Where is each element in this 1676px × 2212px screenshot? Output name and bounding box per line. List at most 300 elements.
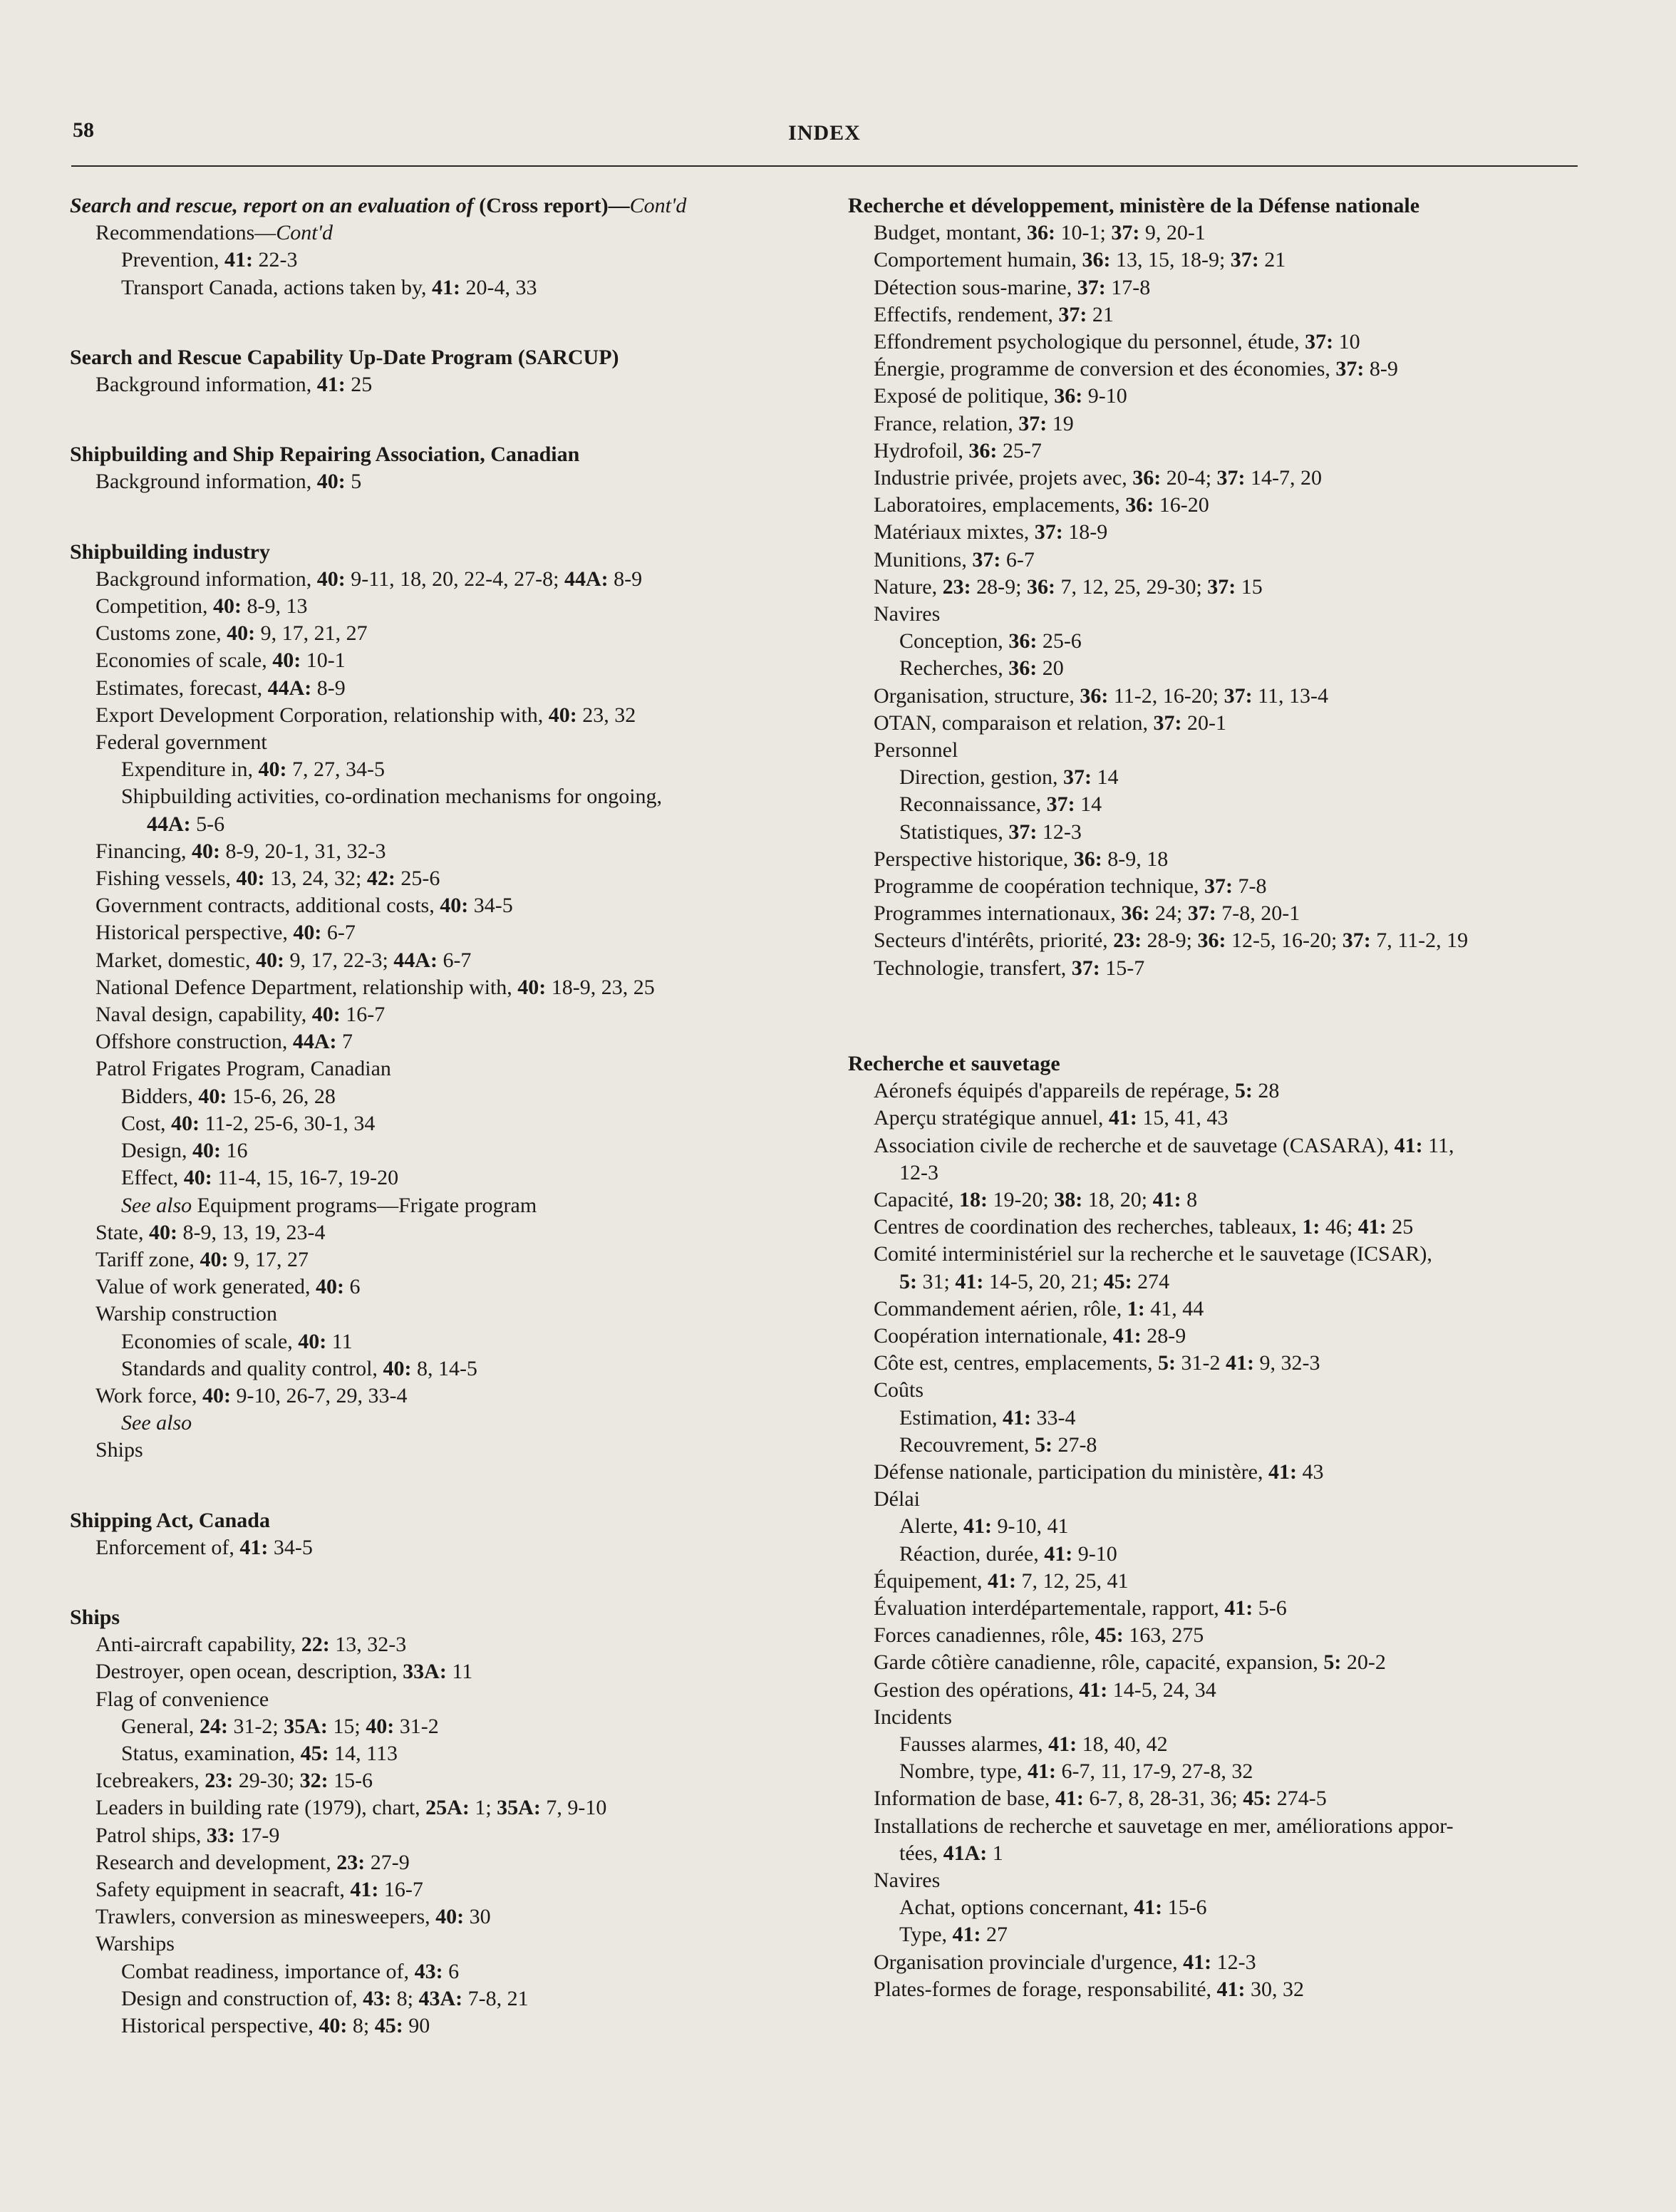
index-subsubentry [70,1192,811,1219]
index-subsubentry [70,1164,811,1192]
entry-text: Historical perspective, [95,921,294,945]
entry-text: 20-4, 33 [460,275,537,299]
index-subsubentry [70,1740,811,1767]
running-head: INDEX [788,121,861,145]
entry-text: 36: [1197,929,1226,953]
entry-text: Market, domestic, [95,948,256,972]
entry-text: 37: [1153,710,1182,735]
entry-text: 36: [1026,574,1055,599]
entry-text: Association civile de recherche et de sauvetage (CASARA), [874,1133,1395,1157]
entry-text: 37: [1342,929,1371,953]
entry-text: Gestion des opérations, [874,1678,1080,1702]
entry-text: 27-9 [365,1850,410,1874]
entry-text: 36: [1026,221,1055,245]
entry-text: 40: [200,1247,229,1271]
index-subsubentry [848,1405,1589,1432]
index-subentry [70,468,811,495]
entry-text: 5-6 [190,812,225,836]
index-column-left [70,192,811,2040]
index-subsubentry [70,274,811,301]
index-subentry [848,574,1589,601]
index-subentry [848,1813,1589,1840]
entry-text: 29-30; [233,1769,300,1793]
entry-text: 1: [1127,1296,1145,1321]
entry-text: 43 [1296,1459,1324,1484]
entry-text: 6-7 [1000,547,1035,572]
entry-text: Warships [95,1932,175,1956]
index-subentry [848,219,1589,247]
entry-text: 9-10 [1082,384,1127,408]
entry-text: Safety equipment in seacraft, [95,1877,351,1901]
entry-text: 9, 20-1 [1139,221,1206,245]
entry-text: Évaluation interdépartementale, rapport, [874,1596,1225,1620]
index-subsubentry [848,1758,1589,1785]
index-heading [848,192,1589,219]
index-subentry [848,1105,1589,1132]
entry-text: Achat, options concernant, [899,1896,1134,1920]
entry-text: 41: [963,1514,992,1539]
entry-text: 7-8, 20-1 [1216,901,1300,926]
entry-text: Recherche et sauvetage [848,1051,1060,1075]
entry-text: 8-9, 13, 19, 23-4 [177,1220,326,1244]
entry-text: 6 [443,1959,460,1983]
entry-text: 37: [1034,520,1063,544]
entry-text: Hydrofoil, [874,438,969,462]
entry-text: Offshore construction, [95,1030,293,1054]
entry-text: Recommendations— [95,221,276,245]
entry-text: Technologie, transfert, [874,956,1072,980]
entry-text: Défense nationale, participation du ministère, [874,1459,1268,1484]
entry-text: 90 [403,2013,430,2037]
index-continuation [848,1840,1589,1867]
entry-text: 40: [198,1084,227,1108]
entry-text: 1 [987,1841,1003,1865]
index-heading [70,1507,811,1534]
entry-text: 37: [1305,330,1334,354]
index-subsubentry [70,1355,811,1382]
index-subentry [848,601,1589,628]
entry-text: 44A: [564,567,609,591]
entry-text: 23, 32 [576,703,636,727]
index-subentry [70,566,811,593]
entry-text: 40: [171,1111,200,1135]
entry-text: 41: [1048,1732,1077,1756]
entry-text: 22-3 [252,248,298,272]
index-subentry [70,1822,811,1849]
entry-text: See also [121,1411,192,1435]
entry-text: 6-7 [321,921,356,945]
entry-text: 25-7 [997,438,1042,462]
entry-text: 41: [1152,1187,1181,1211]
index-subentry [848,1350,1589,1377]
index-subsubentry [70,1083,811,1110]
entry-text: 7, 12, 25, 41 [1015,1568,1129,1593]
index-subentry [848,1949,1589,1976]
index-subentry [70,1273,811,1301]
entry-text: 23: [336,1850,366,1874]
entry-text: 9-10 [1072,1541,1117,1566]
entry-text: Côte est, centres, emplacements, [874,1351,1159,1375]
entry-text: Coûts [874,1378,924,1402]
index-subentry [848,301,1589,329]
entry-text: 7, 11-2, 19 [1370,929,1469,953]
entry-text: 25 [1386,1215,1414,1239]
index-subentry [70,702,811,729]
entry-text: 36: [1082,248,1111,272]
entry-text: 37: [1204,874,1233,899]
entry-text: 33: [206,1823,235,1847]
index-subentry [848,927,1589,954]
index-subentry [70,729,811,756]
index-subsubentry [70,756,811,783]
entry-text: 33-4 [1031,1405,1076,1430]
index-subentry [70,1903,811,1931]
entry-text: 15-6 [328,1769,373,1793]
entry-text: 28 [1252,1079,1280,1103]
entry-text: 28-9; [1142,929,1198,953]
entry-text: Standards and quality control, [121,1356,383,1380]
entry-text: Trawlers, conversion as minesweepers, [95,1905,436,1929]
entry-text: 8-9, 18 [1102,847,1169,871]
entry-text: 17-8 [1105,275,1151,299]
index-subentry [848,1077,1589,1105]
index-subentry [70,947,811,974]
entry-text: Incidents [874,1705,952,1729]
entry-text: 44A: [267,676,312,700]
entry-text: 25A: [425,1796,470,1820]
entry-text: Statistiques, [899,820,1009,844]
entry-text: 41: [1394,1133,1423,1157]
index-heading [70,344,811,371]
entry-text: Background information, [95,373,317,397]
entry-text: 8, 14-5 [411,1356,477,1380]
entry-text: 41: [1108,1106,1137,1130]
entry-text: 34-5 [468,894,513,918]
entry-text: 9-10, 41 [991,1514,1069,1539]
entry-text: 11, [1422,1133,1454,1157]
entry-text: Naval design, capability, [95,1003,312,1027]
entry-text: (Cross report)— [479,194,630,217]
index-subentry [70,371,811,398]
entry-text: 40: [517,975,547,999]
entry-text: 8-9 [1364,357,1398,381]
index-subentry [70,620,811,647]
entry-text: 24: [199,1714,228,1738]
index-continuation [848,1159,1589,1187]
entry-text: 9, 32-3 [1254,1351,1320,1375]
entry-text: 23: [205,1769,234,1793]
entry-text: 14-5, 24, 34 [1107,1678,1216,1702]
entry-text: 40: [227,621,256,646]
entry-text: 36: [1073,847,1102,871]
entry-text: Estimation, [899,1405,1003,1430]
entry-text: Customs zone, [95,621,227,646]
entry-text: 41: [350,1877,379,1901]
entry-text: 40: [236,867,265,891]
entry-text: 27-8 [1052,1432,1097,1457]
entry-text: 40: [316,470,346,494]
entry-text: 28-9; [971,574,1027,599]
index-subentry [70,675,811,702]
entry-text: 11, 13-4 [1252,683,1328,708]
index-subentry [70,1534,811,1561]
index-subentry [848,1486,1589,1513]
entry-text: Organisation, structure, [874,683,1080,708]
entry-text: 37: [1077,275,1106,299]
index-subentry [70,593,811,620]
entry-text: General, [121,1714,200,1738]
entry-text: 46; [1320,1215,1358,1239]
entry-text: 44A: [393,948,438,972]
entry-text: Cost, [121,1111,172,1135]
entry-text: 33A: [403,1660,447,1684]
entry-text: Fishing vessels, [95,867,237,891]
entry-text: 41: [1003,1405,1031,1430]
entry-text: 41: [1268,1459,1297,1484]
entry-text: Search and rescue, report on an evaluation of [70,194,480,217]
entry-text: Installations de recherche et sauvetage en mer, améliorations appor- [874,1814,1454,1838]
index-subsubentry [848,1921,1589,1948]
entry-text: Fausses alarmes, [899,1732,1049,1756]
entry-text: Plates-formes de forage, responsabilité, [874,1977,1217,2001]
index-subsubentry [848,764,1589,791]
entry-text: 36: [1008,629,1038,653]
entry-text: State, [95,1220,149,1244]
entry-text: Programmes internationaux, [874,901,1122,926]
entry-text: 27 [981,1923,1008,1947]
entry-text: 37: [1008,820,1038,844]
entry-text: 5: [1034,1432,1052,1457]
entry-text: 13, 32-3 [329,1633,407,1657]
index-subentry [848,438,1589,465]
index-subsubentry [70,2012,811,2040]
entry-text: 40: [202,1383,232,1407]
entry-text: Shipbuilding activities, co-ordination mechanisms for ongoing, [121,785,663,809]
entry-text: 40: [548,703,577,727]
entry-text: 40: [383,1356,412,1380]
entry-text: 13, 24, 32; [264,867,367,891]
entry-text: Programme de coopération technique, [874,874,1205,899]
entry-text: See also [121,1193,192,1217]
entry-text: Centres de coordination des recherches, tableaux, [874,1215,1303,1239]
entry-text: 36: [1125,493,1154,517]
entry-text: 42: [366,867,395,891]
entry-text: 10 [1333,330,1360,354]
entry-text: 18-9, 23, 25 [546,975,655,999]
entry-text: Warship construction [95,1302,278,1326]
index-subentry [70,1028,811,1055]
index-subentry [848,1976,1589,2003]
entry-text: 37: [1111,221,1140,245]
entry-text: Alerte, [899,1514,963,1539]
index-subentry [70,1876,811,1903]
index-subentry [848,465,1589,492]
entry-text: 9, 17, 27 [228,1247,309,1271]
entry-text: 45: [1103,1269,1132,1293]
index-continuation [70,811,811,838]
entry-text: Cont'd [629,194,687,217]
entry-text: Expenditure in, [121,758,259,782]
entry-text: 7 [336,1030,353,1054]
entry-text: 9-10, 26-7, 29, 33-4 [231,1383,408,1407]
entry-text: 14 [1075,792,1102,817]
entry-text: 18: [958,1187,988,1211]
entry-text: 41A: [943,1841,988,1865]
entry-text: 9-11, 18, 20, 22-4, 27-8; [345,567,564,591]
entry-text: 37: [1335,357,1365,381]
entry-text: Export Development Corporation, relationship with, [95,703,549,727]
index-subsubentry [848,628,1589,655]
index-subentry [848,1785,1589,1812]
entry-text: 274 [1132,1269,1170,1293]
entry-text: Status, examination, [121,1741,301,1765]
index-subentry [848,1241,1589,1268]
index-subsubentry [848,1894,1589,1921]
entry-text: Direction, gestion, [899,765,1063,790]
entry-text: 8-9, 20-1, 31, 32-3 [220,839,386,863]
entry-text: 45: [374,2013,403,2037]
entry-text: 43: [414,1959,443,1983]
entry-text: Leaders in building rate (1979), chart, [95,1796,426,1820]
entry-text: OTAN, comparaison et relation, [874,710,1154,735]
entry-text: Transport Canada, actions taken by, [121,275,433,299]
entry-text: Recouvrement, [899,1432,1035,1457]
index-subentry [70,1055,811,1082]
entry-text: 37: [1058,302,1087,326]
index-subsubentry [70,1958,811,1985]
index-subentry [70,1246,811,1273]
entry-text: 10-1 [301,648,346,673]
entry-text: 41: [1183,1950,1212,1974]
entry-text: 15-7 [1100,956,1145,980]
entry-text: Ships [70,1605,120,1629]
entry-text: 40: [316,567,346,591]
entry-text: 12-3 [899,1160,938,1184]
entry-text: 41: [1112,1323,1142,1348]
entry-text: 38: [1054,1187,1083,1211]
entry-text: 11-4, 15, 16-7, 19-20 [212,1166,399,1190]
index-subentry [848,274,1589,301]
entry-text: Cont'd [276,221,333,245]
index-subentry [848,383,1589,410]
entry-text: 14-5, 20, 21; [983,1269,1104,1293]
index-subentry [70,1686,811,1713]
index-subentry [848,1867,1589,1894]
index-subsubentry [848,1541,1589,1568]
index-subentry [70,1631,811,1658]
entry-text: 37: [1207,574,1236,599]
entry-text: Nombre, type, [899,1759,1028,1784]
index-subentry [848,410,1589,438]
entry-text: 41: [1044,1541,1073,1566]
entry-gap [70,1561,811,1604]
entry-text: 41: [1216,1977,1246,2001]
index-subentry [848,1377,1589,1404]
entry-text: Enforcement of, [95,1535,240,1559]
index-subentry [848,492,1589,519]
entry-text: 31-2; [227,1714,284,1738]
entry-text: 6 [344,1275,361,1299]
entry-text: Budget, montant, [874,221,1027,245]
entry-text: Shipbuilding and Ship Repairing Association, Canadian [70,443,580,467]
index-subentry [848,1323,1589,1350]
entry-text: 35A: [284,1714,328,1738]
entry-text: Forces canadiennes, rôle, [874,1623,1095,1648]
index-subentry [70,1658,811,1685]
entry-text: 16-7 [378,1877,423,1901]
entry-text: Navires [874,602,941,626]
entry-text: 7-8, 21 [462,1986,529,2010]
entry-text: 8-9 [311,676,346,700]
entry-text: 23: [1113,929,1142,953]
entry-text: 37: [972,547,1001,572]
entry-text: Garde côtière canadienne, rôle, capacité, expansion, [874,1650,1324,1675]
index-subsubentry [70,1110,811,1137]
entry-text: 31-2 [1176,1351,1226,1375]
entry-text: 20-4; [1161,466,1217,490]
entry-text: Comité interministériel sur la recherche et le sauvetage (ICSAR), [874,1242,1432,1266]
entry-text: 31; [917,1269,956,1293]
entry-text: 34-5 [268,1535,313,1559]
entry-text: 37: [1071,956,1100,980]
entry-text: 36: [968,438,998,462]
entry-text: 21 [1087,302,1114,326]
entry-text: 8 [1181,1187,1198,1211]
entry-text: 274-5 [1271,1787,1327,1811]
entry-text: Design and construction of, [121,1986,363,2010]
index-subentry [70,974,811,1001]
entry-text: Aperçu stratégique annuel, [874,1106,1109,1130]
header-rule [71,165,1578,167]
entry-text: Value of work generated, [95,1275,316,1299]
entry-text: 40: [258,758,287,782]
entry-text: 10-1; [1055,221,1112,245]
entry-text: 45: [300,1741,329,1765]
entry-text: 14 [1091,765,1119,790]
entry-text: 18-9 [1062,520,1108,544]
entry-text: 40: [213,594,242,619]
entry-gap [70,398,811,441]
entry-text: 1; [469,1796,497,1820]
entry-text: Effectifs, rendement, [874,302,1059,326]
entry-text: 35A: [497,1796,541,1820]
index-subentry [848,329,1589,356]
entry-text: 7, 27, 34-5 [286,758,385,782]
entry-text: Recherches, [899,656,1009,681]
entry-text: 40: [366,1714,395,1738]
entry-text: Background information, [95,567,317,591]
entry-text: 41: [432,275,461,299]
entry-text: Shipbuilding industry [70,539,271,564]
index-subentry [848,710,1589,737]
index-subentry [70,892,811,919]
entry-text: 37: [1018,411,1048,435]
entry-text: Flag of convenience [95,1687,269,1711]
entry-text: Icebreakers, [95,1769,205,1793]
entry-text: 12-3 [1211,1950,1256,1974]
entry-text: 25-6 [1037,629,1082,653]
index-subsubentry [70,1985,811,2012]
index-subentry [70,219,811,247]
entry-text: Coopération internationale, [874,1323,1113,1348]
entry-text: Détection sous-marine, [874,275,1077,299]
entry-text: 11 [446,1660,473,1684]
entry-text: 6-7, 8, 28-31, 36; [1083,1787,1243,1811]
entry-text: 6-7, 11, 17-9, 27-8, 32 [1055,1759,1253,1784]
entry-text: 14, 113 [329,1741,398,1765]
page-header [71,114,1578,157]
entry-text: 41: [955,1269,984,1293]
